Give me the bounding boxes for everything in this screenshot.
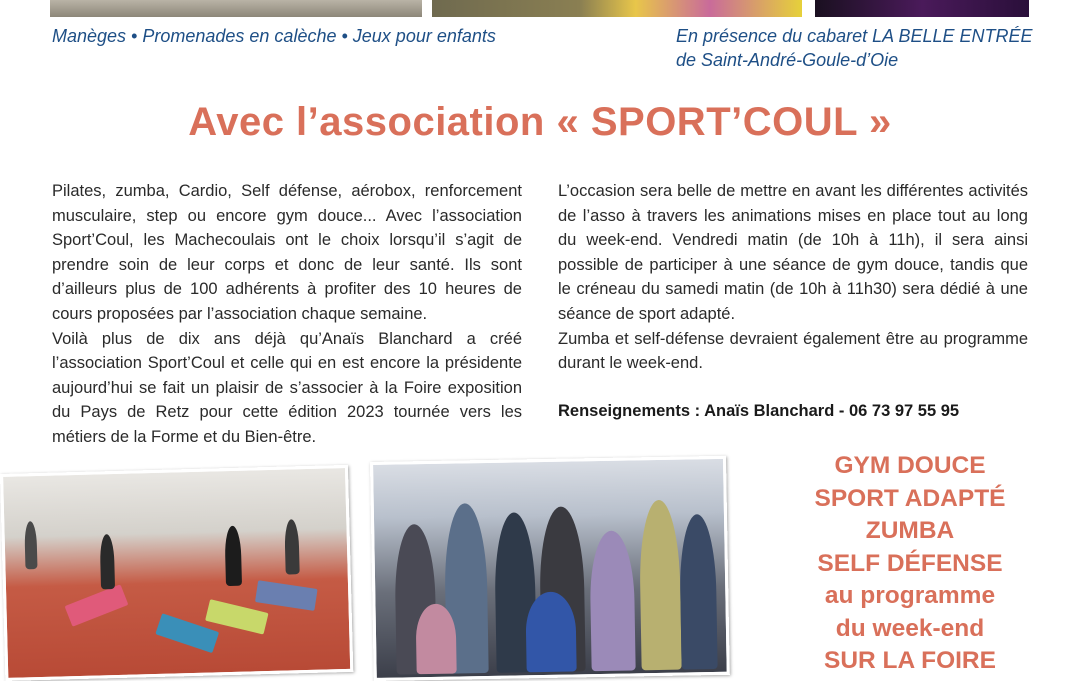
- paragraph: L’occasion sera belle de mettre en avant les différentes activités de l’asso à travers les animations mises en place tout au long du week-end. Vendredi matin (de 10h à 11h), il sera ainsi possible de participer à une séance de gym douce, tandis que le créneau du samedi matin (de 10h à 11h30) sera dédié à une séance de sport adapté.: [558, 182, 1028, 323]
- program-item: SUR LA FOIRE: [824, 647, 996, 674]
- caption-cabaret: [676, 24, 1056, 72]
- person: [679, 514, 718, 670]
- photo-rides: [50, 0, 422, 17]
- paragraph: Pilates, zumba, Cardio, Self défense, aérobox, renforcement musculaire, step ou encore gym douce... Avec l’association Sport’Coul, les Machecoulais ont le choix lorsqu’il s’agit de prendre soin de leur corps et donc de leur santé. Ils sont d’ailleurs plus de 100 adhérents à profiter des 10 heures de cours proposées par l’association chaque semaine.: [52, 182, 522, 323]
- person: [24, 521, 37, 569]
- contact-info: Renseignements : Anaïs Blanchard - 06 73 97 55 95: [558, 402, 960, 420]
- person: [284, 519, 299, 574]
- program-item: du week-end: [835, 614, 985, 642]
- person: [525, 591, 576, 672]
- photo-group: [370, 456, 730, 681]
- photo-cabaret: [815, 0, 1029, 17]
- person: [100, 534, 115, 589]
- person: [415, 604, 456, 675]
- paragraph: Voilà plus de dix ans déjà qu’Anaïs Blanchard a créé l’association Sport’Coul et celle qui en est encore la présidente aujourd’hui se fait un plaisir de s’associer à la Foire exposition du Pays de Retz pour cette édition 2023 tournée vers les métiers de la Forme et du Bien-être.: [52, 329, 522, 446]
- program-item: SPORT ADAPTÉ: [814, 484, 1006, 512]
- program-item: ZUMBA: [865, 517, 955, 544]
- yoga-mat: [255, 580, 318, 611]
- article-column-left: [52, 179, 522, 450]
- photo-gym-class: [0, 465, 353, 681]
- program-item: au programme: [824, 582, 996, 609]
- paragraph: Zumba et self-défense devraient également être au programme durant le week-end.: [558, 329, 1028, 373]
- article-column-right: [558, 179, 1028, 376]
- yoga-mat: [65, 584, 129, 626]
- person: [639, 500, 682, 671]
- person: [589, 530, 635, 671]
- section-heading: Avec l’association « SPORT’COUL »: [188, 100, 892, 144]
- caption-cabaret-line2: de Saint-André-Goule-d’Oie: [676, 50, 899, 70]
- program-item: SELF DÉFENSE: [817, 549, 1003, 577]
- caption-cabaret-line1: En présence du cabaret LA BELLE ENTRÉE: [676, 26, 1033, 46]
- caption-activities: Manèges • Promenades en calèche • Jeux pour enfants: [52, 26, 496, 46]
- person: [224, 526, 242, 586]
- program-list: [760, 450, 1060, 678]
- photo-kids-games: [432, 0, 802, 17]
- yoga-mat: [205, 599, 268, 634]
- program-item: GYM DOUCE: [834, 452, 986, 479]
